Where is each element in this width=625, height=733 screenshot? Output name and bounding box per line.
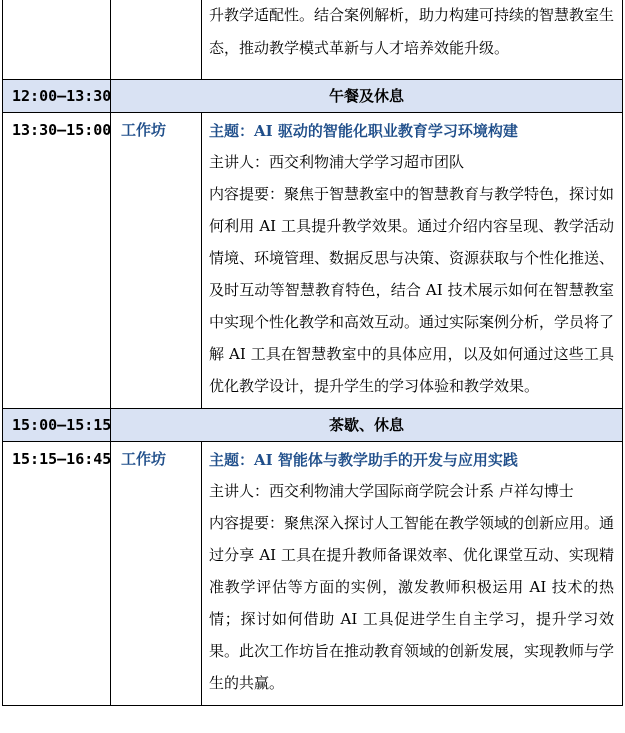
session-type: 工作坊	[111, 442, 202, 706]
description-cell	[202, 113, 623, 409]
table-row-break	[3, 409, 623, 442]
content-continuation: 升教学适配性。结合案例解析，助力构建可持续的智慧教室生态，推动教学模式革新与人才培养效能升级。	[209, 6, 615, 57]
table-row-break	[3, 80, 623, 113]
table-row	[3, 0, 623, 80]
session-speaker: 主讲人：西交利物浦大学学习超市团队	[209, 153, 465, 171]
time-cell: 12:00–13:30	[3, 80, 111, 113]
schedule-table	[2, 0, 623, 706]
break-label: 午餐及休息	[111, 80, 623, 113]
session-content: 内容提要：聚焦深入探讨人工智能在教学领域的创新应用。通过分享 AI 工具在提升教师备课效率、优化课堂互动、实现精准教学评估等方面的实例，激发教师积极运用 AI 技术的热情；探讨如何借助 AI 工具促进学生自主学习，提升学习效果。此次工作坊旨在推动教育领域的创新发展，实现教师与学生的共赢。	[209, 514, 615, 692]
table-row	[3, 113, 623, 409]
type-cell	[111, 0, 202, 80]
session-title: 主题：AI 驱动的智能化职业教育学习环境构建	[209, 122, 518, 140]
table-row	[3, 442, 623, 706]
break-label: 茶歇、休息	[111, 409, 623, 442]
session-content: 内容提要：聚焦于智慧教室中的智慧教育与教学特色，探讨如何利用 AI 工具提升教学效果。通过介绍内容呈现、教学活动情境、环境管理、数据反思与决策、资源获取与个性化推送、及时互动等智慧教育特色，结合 AI 技术展示如何在智慧教室中实现个性化教学和高效互动。通过实际案例分析，学员将了解 AI 工具在智慧教室中的具体应用，以及如何通过这些工具优化教学设计，提升学生的学习体验和教学效果。	[209, 185, 615, 395]
session-type: 工作坊	[111, 113, 202, 409]
description-cell	[202, 0, 623, 80]
description-cell	[202, 442, 623, 706]
time-cell	[3, 0, 111, 80]
time-cell: 13:30–15:00	[3, 113, 111, 409]
session-title: 主题：AI 智能体与教学助手的开发与应用实践	[209, 451, 518, 469]
time-cell: 15:00–15:15	[3, 409, 111, 442]
time-cell: 15:15–16:45	[3, 442, 111, 706]
session-speaker: 主讲人：西交利物浦大学国际商学院会计系 卢祥勾博士	[209, 482, 574, 500]
